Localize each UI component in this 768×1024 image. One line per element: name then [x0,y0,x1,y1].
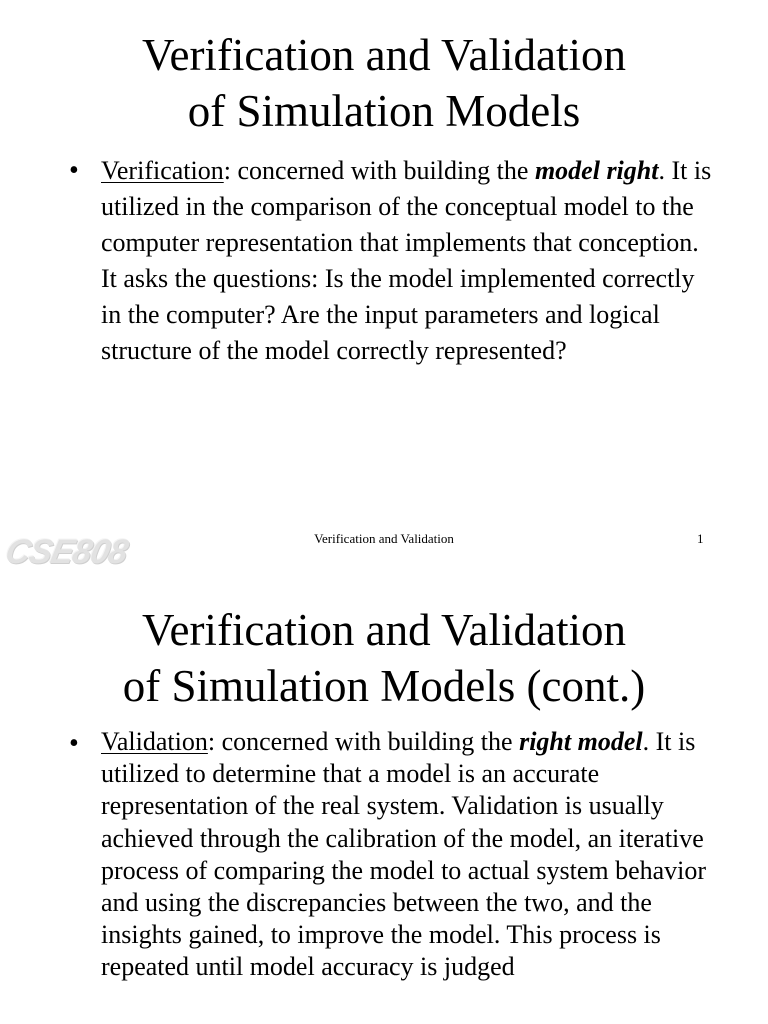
title-line-2: of Simulation Models (cont.) [122,661,646,711]
bullet-item [69,726,719,984]
title-line-2: of Simulation Models [187,86,581,136]
bullet-dot: • [69,155,79,186]
title-line-1: Verification and Validation [141,605,627,655]
emphasis-right: right [606,156,659,185]
bullet-rest: . It is utilized to determine that a model is an accurate representation of the real system. Validation is usually achieved through the calibration of the model, an iterative process of comparing the model to actual system behavior and using the discrepancies between the two, and the insights gained, to improve the model. This process is repeated until model accuracy is judged [101,727,707,982]
emphasis-model: model [534,156,600,185]
page-number: 1 [697,531,704,546]
bullet-intro: : concerned with building the [223,156,535,185]
bullet-paragraph-1 [101,726,719,984]
bullet-text [101,153,719,369]
cse808-logo: CSE808 [2,533,131,571]
term-verification: Verification [101,156,224,185]
bullet-item [69,153,719,369]
bullet-intro: : concerned with building the [207,727,520,756]
bullet-paragraph-1 [101,153,719,261]
emphasis-right: right [519,727,572,756]
footer-title: Verification and Validation [314,531,454,546]
bullet-dot: • [69,728,79,759]
emphasis-model: model [577,727,643,756]
title-line-1: Verification and Validation [141,30,627,80]
term-validation: Validation [101,727,208,756]
bullet-paragraph-2: It asks the questions: Is the model implemented correctly in the computer? Are the input parameters and logical structure of the model correctly represented? [101,264,695,365]
bullet-rest: . It is utilized in the comparison of the conceptual model to the computer representation that implements that conception. [101,156,712,257]
slide-2 [0,575,768,1024]
slide-title [0,27,768,139]
bullet-text [101,726,719,984]
slide-title [0,602,768,714]
